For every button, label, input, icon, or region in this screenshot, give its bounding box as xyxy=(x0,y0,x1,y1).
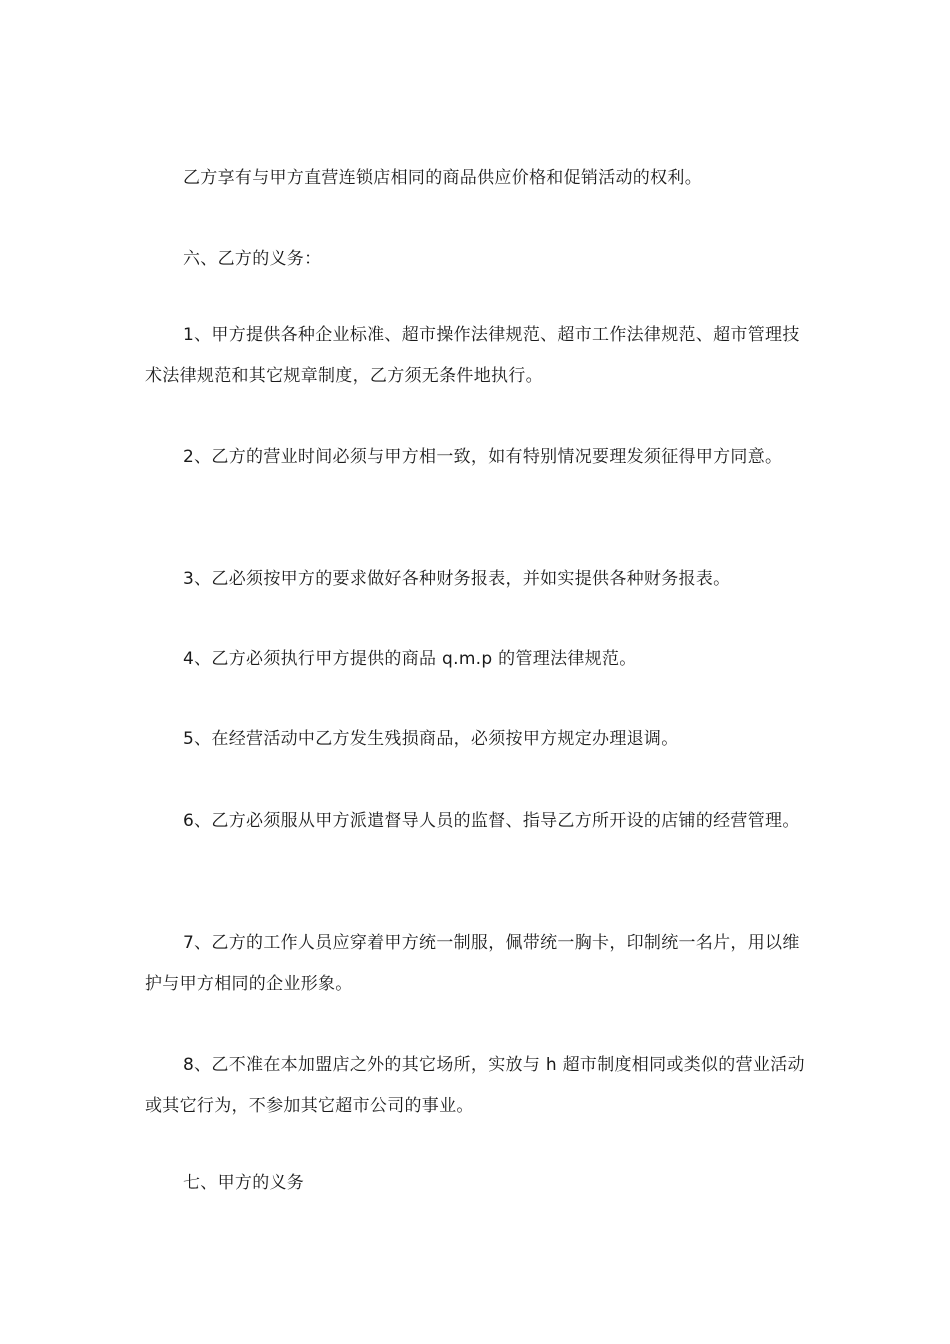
section-heading-seven: 七、甲方的义务 xyxy=(183,1173,305,1193)
paragraph-item-8: 8、乙不准在本加盟店之外的其它场所，实放与 h 超市制度相同或类似的营业活动或其它行为，不参加其它超市公司的事业。 xyxy=(145,1055,805,1116)
paragraph-item-1: 1、甲方提供各种企业标准、超市操作法律规范、超市工作法律规范、超市管理技术法律规范和其它规章制度，乙方须无条件地执行。 xyxy=(145,325,800,386)
paragraph-item-2: 2、乙方的营业时间必须与甲方相一致，如有特别情况要理发须征得甲方同意。 xyxy=(183,447,783,467)
paragraph-item-4: 4、乙方必须执行甲方提供的商品 q.m.p 的管理法律规范。 xyxy=(183,649,637,669)
section-heading-six: 六、乙方的义务： xyxy=(183,249,322,269)
paragraph-item-3: 3、乙必须按甲方的要求做好各种财务报表，并如实提供各种财务报表。 xyxy=(183,569,731,589)
paragraph-rights: 乙方享有与甲方直营连锁店相同的商品供应价格和促销活动的权利。 xyxy=(183,168,702,188)
paragraph-item-5: 5、在经营活动中乙方发生残损商品，必须按甲方规定办理退调。 xyxy=(183,729,679,749)
paragraph-item-7: 7、乙方的工作人员应穿着甲方统一制服，佩带统一胸卡，印制统一名片，用以维护与甲方相同的企业形象。 xyxy=(145,933,800,994)
paragraph-item-6: 6、乙方必须服从甲方派遣督导人员的监督、指导乙方所开设的店铺的经营管理。 xyxy=(183,811,800,831)
